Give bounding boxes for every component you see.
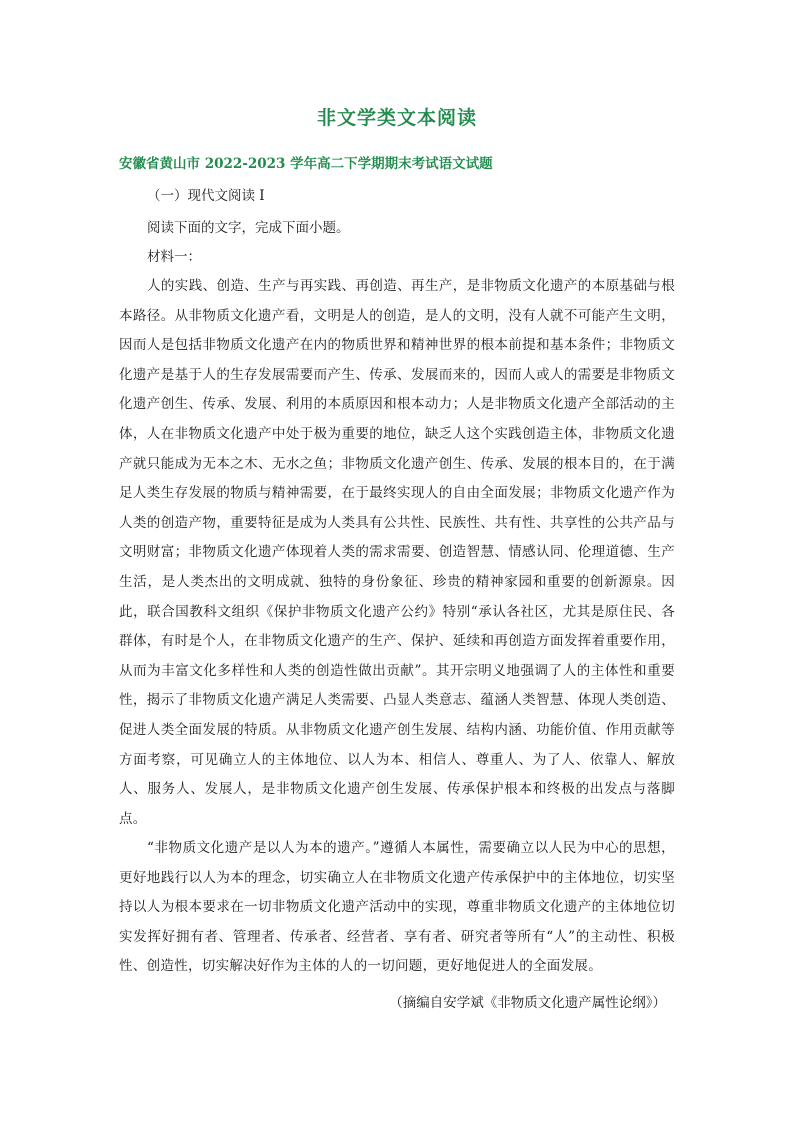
material-label: 材料一： — [147, 249, 201, 265]
body-paragraph: “非物质文化遗产是以人为本的遗产。”遵循人本属性，需要确立以人民为中心的思想，更好地践行以人为本的理念，切实确立人在非物质文化遗产传承保护中的主体地位，切实坚持以人为根本要求在一切非物质文化遗产活动中的实现，尊重非物质文化遗产的主体地位切实发挥好拥有者、管理者、传承者、经营者、享有者、研究者等所有“人”的主动性、积极性、创造性，切实解决好作为主体的人的一切问题，更好地促进人的全面发展。 — [119, 840, 675, 975]
source-citation: （摘编自安学斌《非物质文化遗产属性论纲》） — [389, 995, 666, 1011]
section-heading: （一）现代文阅读 I — [147, 188, 265, 204]
body-paragraph: 人的实践、创造、生产与再实践、再创造、再生产，是非物质文化遗产的本原基础与根本路径。从非物质文化遗产看，文明是人的创造，是人的文明，没有人就不可能产生文明，因而人是包括非物质文化遗产在内的物质世界和精神世界的根本前提和基本条件；非物质文化遗产是基于人的生存发展需要而产生、传承、发展而来的，因而人或人的需要是非物质文化遗产创生、传承、发展、利用的本质原因和根本动力；人是非物质文化遗产全部活动的主体，人在非物质文化遗产中处于极为重要的地位，缺乏人这个实践创造主体，非物质文化遗产就只能成为无本之木、无水之鱼；非物质文化遗产创生、传承、发展的根本目的，在于满足人类生存发展的物质与精神需要，在于最终实现人的自由全面发展；非物质文化遗产作为人类的创造产物，重要特征是成为人类具有公共性、民族性、共有性、共享性的公共产品与文明财富；非物质文化遗产体现着人类的需求需要、创造智慧、情感认同、伦理道德、生产生活，是人类杰出的文明成就、独特的身份象征、珍贵的精神家园和重要的创新源泉。因此，联合国教科文组织《保护非物质文化遗产公约》特别“承认各社区，尤其是原住民、各群体，有时是个人，在非物质文化遗产的生产、保护、延续和再创造方面发挥着重要作用，从而为丰富文化多样性和人类的创造性做出贡献”。其开宗明义地强调了人的主体性和重要性，揭示了非物质文化遗产满足人类需要、凸显人类意志、蕴涵人类智慧、体现人类创造、促进人类全面发展的特质。从非物质文化遗产创生发展、结构内涵、功能价值、作用贡献等方面考察，可见确立人的主体地位、以人为本、相信人、尊重人、为了人、依靠人、解放人、服务人、发展人，是非物质文化遗产创生发展、传承保护根本和终极的出发点与落脚点。 — [119, 278, 675, 827]
document-title: 非文学类文本阅读 — [316, 107, 477, 129]
exam-subtitle: 安徽省黄山市 2022-2023 学年高二下学期期末考试语文试题 — [119, 156, 493, 172]
reading-instruction: 阅读下面的文字，完成下面小题。 — [147, 220, 350, 236]
